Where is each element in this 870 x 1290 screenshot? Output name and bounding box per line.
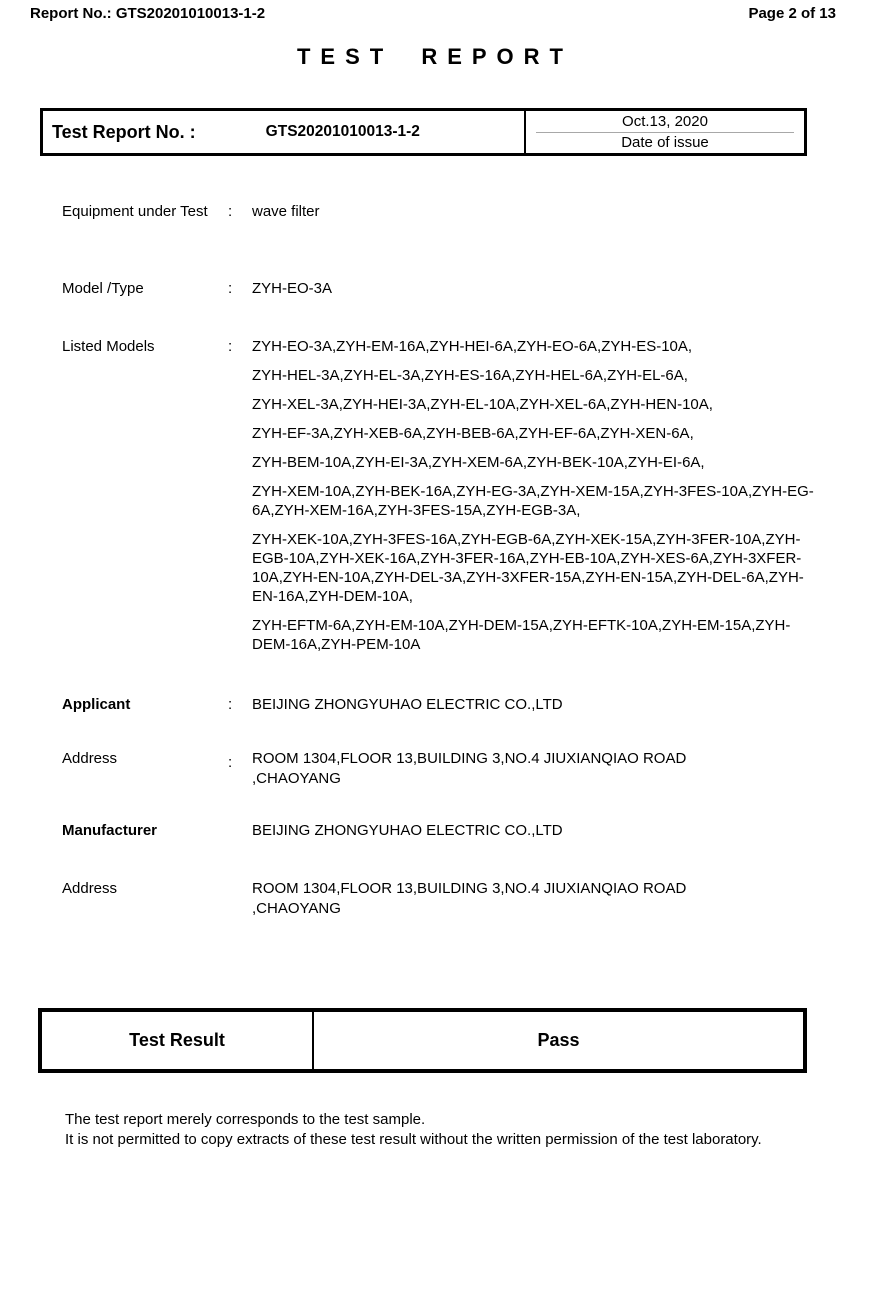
field-value: ROOM 1304,FLOOR 13,BUILDING 3,NO.4 JIUXIANQIAO ROAD ,CHAOYANG xyxy=(252,880,687,917)
test-result-table xyxy=(38,1008,807,1073)
report-number-table xyxy=(40,108,807,156)
listed-models-group: ZYH-XEK-10A,ZYH-3FES-16A,ZYH-EGB-6A,ZYH-XEK-15A,ZYH-3FER-10A,ZYH-EGB-10A,ZYH-XEK-16A,ZYH-3FER-16A,ZYH-EB-10A,ZYH-XES-6A,ZYH-3XFER-10A,ZYH-EN-10A,ZYH-DEL-3A,ZYH-3XFER-15A,ZYH-EN-15A,ZYH-DEL-6A,ZYH-EN-16A,ZYH-DEM-10A, xyxy=(252,531,804,605)
field-label: Manufacturer xyxy=(62,822,158,839)
field-label: Applicant xyxy=(62,696,131,713)
field-value: ZYH-EO-3A xyxy=(252,280,333,297)
report-number-label: Test Report No. : xyxy=(52,121,196,142)
field-label: Equipment under Test xyxy=(62,203,208,220)
listed-models-group: ZYH-EF-3A,ZYH-XEB-6A,ZYH-BEB-6A,ZYH-EF-6A,ZYH-XEN-6A, xyxy=(252,425,694,442)
issue-date-value: Oct.13, 2020 xyxy=(622,112,708,130)
field-colon: : xyxy=(228,754,233,771)
field-colon: : xyxy=(228,203,233,220)
listed-models-group: ZYH-HEL-3A,ZYH-EL-3A,ZYH-ES-16A,ZYH-HEL-6A,ZYH-EL-6A, xyxy=(252,367,688,384)
field-label: Model /Type xyxy=(62,280,144,297)
field-value: BEIJING ZHONGYUHAO ELECTRIC CO.,LTD xyxy=(252,696,563,713)
report-number-cell xyxy=(43,111,526,153)
field-label: Listed Models xyxy=(62,338,155,355)
page-header xyxy=(30,5,836,22)
document-title: TEST REPORT xyxy=(296,44,573,69)
disclaimer-note xyxy=(65,1110,837,1150)
listed-models-group: ZYH-XEL-3A,ZYH-HEI-3A,ZYH-EL-10A,ZYH-XEL-6A,ZYH-HEN-10A, xyxy=(252,396,713,413)
field-label: Address xyxy=(62,750,118,767)
field-colon: : xyxy=(228,280,233,297)
disclaimer-line-1: The test report merely corresponds to the test sample. xyxy=(65,1111,426,1128)
field-value: wave filter xyxy=(252,203,320,220)
disclaimer-line-2: It is not permitted to copy extracts of these test result without the written permission of the test laboratory. xyxy=(65,1131,762,1148)
date-of-issue-cell xyxy=(526,111,804,153)
issue-date-label: Date of issue xyxy=(621,134,709,152)
listed-models-group: ZYH-EFTM-6A,ZYH-EM-10A,ZYH-DEM-15A,ZYH-EFTK-10A,ZYH-EM-15A,ZYH-DEM-16A,ZYH-PEM-10A xyxy=(252,617,791,653)
listed-models-list xyxy=(252,337,817,654)
listed-models-group: ZYH-EO-3A,ZYH-EM-16A,ZYH-HEI-6A,ZYH-EO-6A,ZYH-ES-10A, xyxy=(252,338,693,355)
test-result-label: Test Result xyxy=(42,1012,314,1069)
listed-models-group: ZYH-XEM-10A,ZYH-BEK-16A,ZYH-EG-3A,ZYH-XEM-15A,ZYH-3FES-10A,ZYH-EG-6A,ZYH-XEM-16A,ZYH-3FES-15A,ZYH-EGB-3A, xyxy=(252,483,814,519)
report-number-value: GTS20201010013-1-2 xyxy=(265,123,420,140)
field-label: Address xyxy=(62,880,118,897)
header-page-number: Page 2 of 13 xyxy=(748,5,836,22)
field-value: ROOM 1304,FLOOR 13,BUILDING 3,NO.4 JIUXIANQIAO ROAD ,CHAOYANG xyxy=(252,750,687,787)
test-result-value: Pass xyxy=(537,1030,580,1050)
field-colon: : xyxy=(228,338,233,355)
listed-models-group: ZYH-BEM-10A,ZYH-EI-3A,ZYH-XEM-6A,ZYH-BEK-10A,ZYH-EI-6A, xyxy=(252,454,705,471)
field-value: BEIJING ZHONGYUHAO ELECTRIC CO.,LTD xyxy=(252,822,563,839)
field-colon: : xyxy=(228,696,233,713)
header-report-no: Report No.: GTS20201010013-1-2 xyxy=(30,5,266,22)
